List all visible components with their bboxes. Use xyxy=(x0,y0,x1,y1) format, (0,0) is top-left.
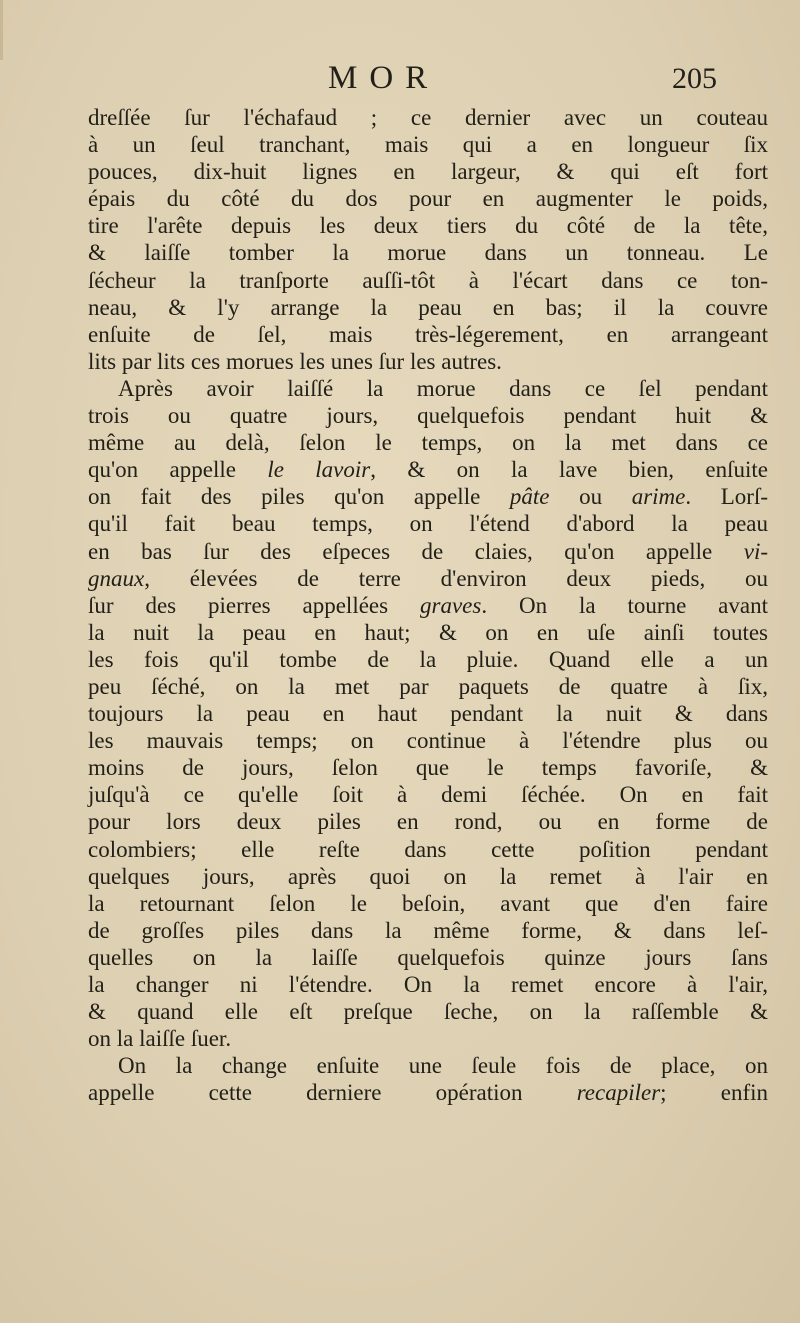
text-line: & laiſſe tomber la morue dans un tonneau. Le xyxy=(88,240,768,266)
text-line: lits par lits ces morues les unes ſur les autres. xyxy=(88,348,502,374)
italic-term: vi- xyxy=(743,538,768,564)
text-line: enſuite de ſel, mais très-légerement, en arrangeant xyxy=(88,321,768,347)
text-line: même au delà, ſelon le temps, on la met dans ce xyxy=(88,430,768,456)
text-line: toujours la peau en haut pendant la nuit & dans xyxy=(88,701,768,727)
text-line: neau, & l'y arrange la peau en bas; il la couvre xyxy=(88,294,768,320)
text-line: dreſſée ſur l'échafaud ; ce dernier avec un couteau xyxy=(88,105,768,130)
text-line: tire l'arête depuis les deux tiers du côté de la tête, xyxy=(88,213,768,239)
text-line: de groſſes piles dans la même forme, & dans leſ- xyxy=(88,917,768,943)
running-head: MOR xyxy=(328,60,440,96)
text-span: . On la tourne avant xyxy=(481,592,768,618)
text-line: colombiers; elle reſte dans cette poſition pendant xyxy=(88,836,768,862)
body-text xyxy=(88,104,768,1106)
text-line: la changer ni l'étendre. On la remet encore à l'air, xyxy=(88,972,768,997)
text-line: à un ſeul tranchant, mais qui a en longueur ſix xyxy=(88,132,768,158)
text-line: pour lors deux piles en rond, ou en forme de xyxy=(88,809,768,835)
text-line: ſécheur la tranſporte auſſi-tôt à l'écart dans ce ton- xyxy=(88,267,768,293)
text-line: la retournant ſelon le beſoin, avant que d'en faire xyxy=(88,890,768,916)
text-line: juſqu'à ce qu'elle ſoit à demi ſéchée. On en fait xyxy=(88,782,768,808)
page-header xyxy=(0,60,800,104)
text-span: en bas ſur des eſpeces de claies, qu'on appelle xyxy=(88,538,744,564)
text-line: moins de jours, ſelon que le temps favoriſe, & xyxy=(88,755,768,781)
text-line: pouces, dix-huit lignes en largeur, & qui eſt fort xyxy=(88,159,768,185)
page-edge-shadow xyxy=(0,0,3,60)
italic-term: gnaux xyxy=(88,565,145,591)
text-line: les fois qu'il tombe de la pluie. Quand elle a un xyxy=(88,646,768,672)
text-span: ; enfin xyxy=(660,1080,768,1106)
text-line: & quand elle eſt preſque ſeche, on la raſſemble & xyxy=(88,999,768,1025)
page-number: 205 xyxy=(672,62,717,95)
text-line: les mauvais temps; on continue à l'étendre plus ou xyxy=(88,728,768,754)
text-span: ſur des pierres appellées xyxy=(88,592,420,618)
text-line xyxy=(88,538,768,565)
text-span: , & on la lave bien, enſuite xyxy=(370,457,768,483)
text-span: , élevées de terre d'environ deux pieds, ou xyxy=(144,565,768,591)
text-line: quelles on la laiſſe quelquefois quinze jours ſans xyxy=(88,944,768,970)
text-line xyxy=(88,483,768,510)
text-line: épais du côté du dos pour en augmenter le poids, xyxy=(88,186,768,212)
text-span: on fait des piles qu'on appelle xyxy=(88,484,510,510)
text-span: . Lorſ- xyxy=(685,484,768,510)
text-line: quelques jours, après quoi on la remet à l'air en xyxy=(88,863,768,889)
text-span: appelle cette derniere opération xyxy=(88,1080,577,1106)
italic-term: le lavoir xyxy=(267,457,371,483)
text-span: ou xyxy=(549,484,632,510)
text-line xyxy=(88,456,768,483)
italic-term: pâte xyxy=(509,484,550,510)
text-line: Après avoir laiſſé la morue dans ce ſel pendant xyxy=(118,375,768,401)
text-line xyxy=(88,565,768,592)
text-line xyxy=(88,592,768,619)
text-span: qu'on appelle xyxy=(88,457,268,483)
text-line: peu ſéché, on la met par paquets de quatre à ſix, xyxy=(88,673,768,699)
text-line: trois ou quatre jours, quelquefois pendant huit & xyxy=(88,403,768,429)
text-line: la nuit la peau en haut; & on en uſe ainſi toutes xyxy=(88,619,768,645)
text-line: on la laiſſe ſuer. xyxy=(88,1026,232,1052)
text-line xyxy=(88,1079,768,1106)
text-line: On la change enſuite une ſeule fois de place, on xyxy=(118,1053,768,1079)
italic-term: arime xyxy=(631,484,686,510)
italic-term: recapiler xyxy=(576,1080,661,1106)
italic-term: graves xyxy=(420,592,482,618)
text-line: qu'il fait beau temps, on l'étend d'abord la peau xyxy=(88,511,768,537)
